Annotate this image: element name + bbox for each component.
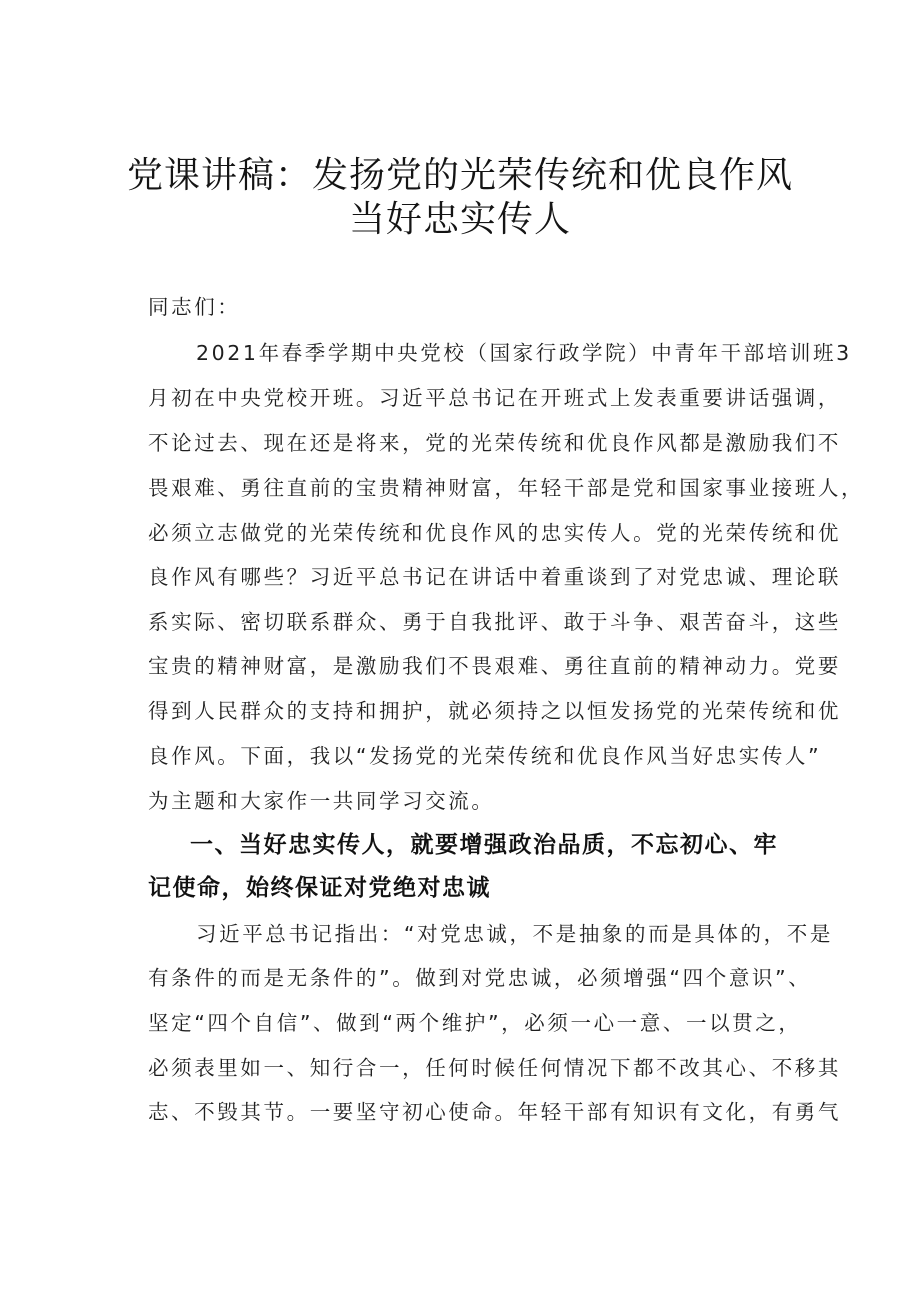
paragraph-2-line: 志、不毁其节。一要坚守初心使命。年轻干部有知识有文化，有勇气	[148, 1100, 841, 1124]
paragraph-1-line: 系实际、密切联系群众、勇于自我批评、敢于斗争、艰苦奋斗，这些	[148, 610, 841, 634]
document-title-line-2: 当好忠实传人	[348, 199, 571, 240]
paragraph-1-line: 得到人民群众的支持和拥护，就必须持之以恒发扬党的光荣传统和优	[148, 699, 841, 723]
paragraph-1-line: 良作风。下面，我以“发扬党的光荣传统和优良作风当好忠实传人”	[148, 744, 822, 768]
section-heading-1-line: 记使命，始终保证对党绝对忠诚	[148, 875, 491, 901]
paragraph-2-line: 必须表里如一、知行合一，任何时候任何情况下都不改其心、不移其	[148, 1056, 841, 1080]
paragraph-2-line: 坚定“四个自信”、做到“两个维护”，必须一心一意、一以贯之，	[148, 1011, 802, 1035]
paragraph-1-line: 不论过去、现在还是将来，党的光荣传统和优良作风都是激励我们不	[148, 431, 841, 455]
document-title-line-1: 党课讲稿：发扬党的光荣传统和优良作风	[126, 155, 793, 196]
paragraph-1-line: 宝贵的精神财富，是激励我们不畏艰难、勇往直前的精神动力。党要	[148, 654, 841, 678]
paragraph-2-line: 有条件的而是无条件的”。做到对党忠诚，必须增强“四个意识”、	[148, 966, 812, 990]
paragraph-1-line: 月初在中央党校开班。习近平总书记在开班式上发表重要讲话强调，	[148, 386, 841, 410]
paragraph-1-line: 2021年春季学期中央党校（国家行政学院）中青年干部培训班3	[196, 341, 852, 365]
paragraph-1-line: 必须立志做党的光荣传统和优良作风的忠实传人。党的光荣传统和优	[148, 521, 841, 545]
paragraph-1-line: 为主题和大家作一共同学习交流。	[148, 789, 495, 813]
section-heading-1-line: 一、当好忠实传人，就要增强政治品质，不忘初心、牢	[190, 832, 778, 858]
paragraph-1-line: 良作风有哪些？习近平总书记在讲话中着重谈到了对党忠诚、理论联	[148, 565, 841, 589]
salutation: 同志们：	[148, 295, 241, 319]
paragraph-1-line: 畏艰难、勇往直前的宝贵精神财富，年轻干部是党和国家事业接班人，	[148, 476, 865, 500]
paragraph-2-line: 习近平总书记指出：“对党忠诚，不是抽象的而是具体的，不是	[196, 922, 833, 946]
